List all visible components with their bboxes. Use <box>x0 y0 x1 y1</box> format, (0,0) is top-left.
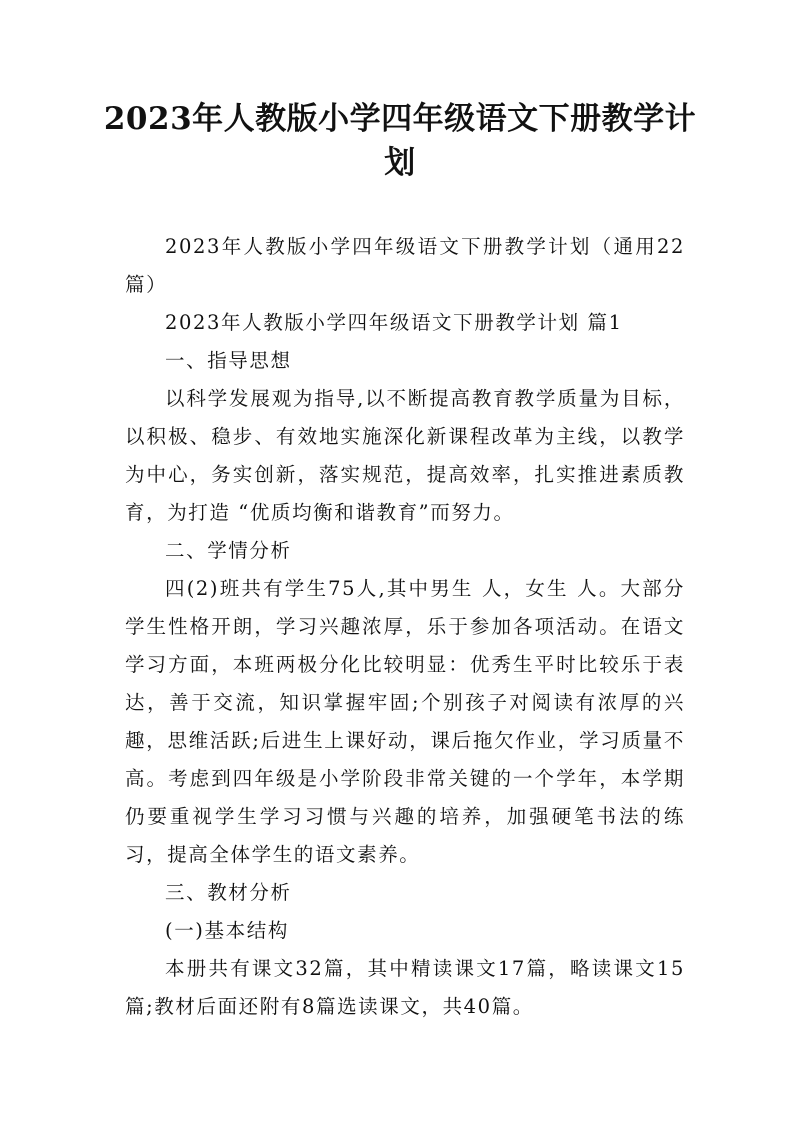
paragraph-student-analysis: 四(2)班共有学生75人,其中男生 人，女生 人。大部分学生性格开朗，学习兴趣浓厚，乐于参加各项活动。在语文学习方面，本班两极分化比较明显：优秀生平时比较乐于表达，善于交流，知识掌握牢固;个别孩子对阅读有浓厚的兴趣，思维活跃;后进生上课好动，课后拖欠作业，学习质量不高。考虑到四年级是小学阶段非常关键的一个学年，本学期仍要重视学生学习习惯与兴趣的培养，加强硬笔书法的练习，提高全体学生的语文素养。 <box>125 577 685 866</box>
heading-guiding-ideology: 一、指导思想 <box>165 349 292 372</box>
document-title-line-2: 划 <box>384 145 416 181</box>
heading-textbook-analysis: 三、教材分析 <box>165 881 292 904</box>
paragraph-basic-structure: 本册共有课文32篇，其中精读课文17篇，略读课文15篇;教材后面还附有8篇选读课文，共40篇。 <box>125 957 685 1018</box>
paragraph-section-heading: 2023年人教版小学四年级语文下册教学计划 篇1 <box>165 311 623 334</box>
paragraph-guiding-ideology: 以科学发展观为指导,以不断提高教育教学质量为目标，以积极、稳步、有效地实施深化新课程改革为主线，以教学为中心，务实创新，落实规范，提高效率，扎实推进素质教育，为打造 “优质均衡和谐教育”而努力。 <box>125 387 685 524</box>
document-body <box>125 228 685 1026</box>
heading-basic-structure: (一)基本结构 <box>165 919 289 942</box>
heading-student-analysis: 二、学情分析 <box>165 539 292 562</box>
document-title-line-1: 2023年人教版小学四年级语文下册教学计 <box>103 101 697 137</box>
paragraph-subtitle: 2023年人教版小学四年级语文下册教学计划（通用22篇） <box>125 235 685 296</box>
